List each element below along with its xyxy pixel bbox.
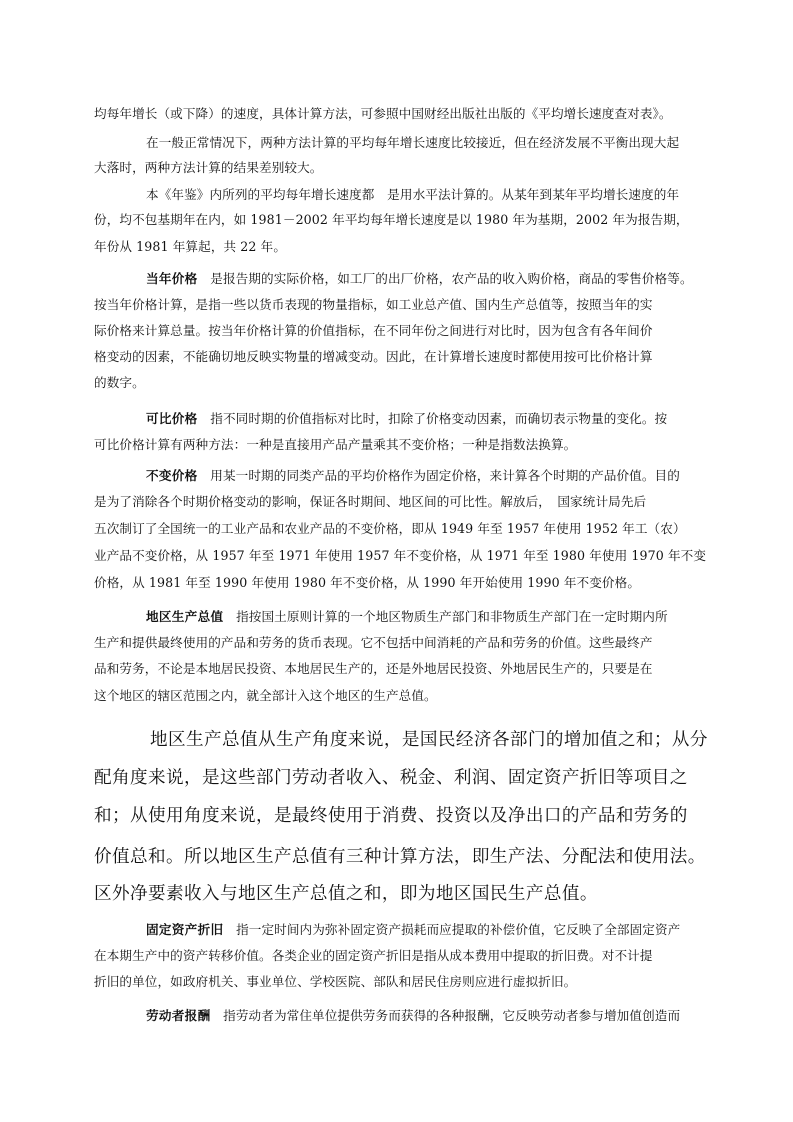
text-line: 可比价格计算有两种方法：一种是直接用产品产量乘其不变价格；一种是指数法换算。 <box>94 437 577 452</box>
text-line-large: 价值总和。所以地区生产总值有三种计算方法，即生产法、分配法和使用法。 <box>94 847 706 867</box>
term-heading: 地区生产总值 <box>146 609 224 624</box>
text-segment: 用某一时期的同类产品的平均价格作为固定价格，来计算各个时期的产品价值。目的 <box>210 468 680 483</box>
term-paragraph-compensation <box>146 1008 680 1024</box>
text-line: 按当年价格计算，是指一些以货币表现的物量指标，如工业总产值、国内生产总值等，按照当年的实 <box>94 297 653 312</box>
text-line: 五次制订了全国统一的工业产品和农业产品的不变价格，即从 1949 年至 1957 年使用 1952 年工（农） <box>94 521 686 536</box>
text-line-large: 区外净要素收入与地区生产总值之和，即为地区国民生产总值。 <box>94 884 598 904</box>
text-segment: 指一定时间内为弥补固定资产损耗而应提取的补偿价值，它反映了全部固定资产 <box>236 922 681 937</box>
text-line: 生产和提供最终使用的产品和劳务的货币表现。它不包括中间消耗的产品和劳务的价值。这些最终产 <box>94 635 653 650</box>
text-line-large: 和；从使用角度来说，是最终使用于消费、投资以及净出口的产品和劳务的 <box>94 806 688 826</box>
text-line: 份，均不包基期年在内，如 1981－2002 年平均每年增长速度是以 1980 年为基期，2002 年为报告期， <box>94 212 689 227</box>
text-line: 年份从 1981 年算起，共 22 年。 <box>94 239 287 254</box>
text-line-large: 地区生产总值从生产角度来说，是国民经济各部门的增加值之和；从分 <box>150 730 708 750</box>
term-heading: 当年价格 <box>146 271 198 286</box>
text-line: 均每年增长（或下降）的速度，具体计算方法，可参照中国财经出版社出版的《平均增长速度查对表》。 <box>94 106 672 121</box>
text-line: 格变动的因素，不能确切地反映实物量的增减变动。因此，在计算增长速度时都使用按可比价格计算 <box>94 349 653 364</box>
text-line: 价格，从 1981 年至 1990 年使用 1980 年不变价格，从 1990 年开始使用 1990 年不变价格。 <box>94 575 641 590</box>
term-heading: 不变价格 <box>146 468 198 483</box>
term-heading: 劳动者报酬 <box>146 1008 211 1023</box>
text-segment: 指不同时期的价值指标对比时，扣除了价格变动因素，而确切表示物量的变化。按 <box>210 411 668 426</box>
text-line: 折旧的单位，如政府机关、事业单位、学校医院、部队和居民住房则应进行虚拟折旧。 <box>94 974 577 989</box>
text-line: 在一般正常情况下，两种方法计算的平均每年增长速度比较接近，但在经济发展不平衡出现大起 <box>146 135 680 150</box>
text-line: 大落时，两种方法计算的结果差别较大。 <box>94 160 323 175</box>
text-line: 本《年鉴》内所列的平均每年增长速度都 是用水平法计算的。从某年到某年平均增长速度的年 <box>146 187 680 202</box>
text-line: 在本期生产中的资产转移价值。各类企业的固定资产折旧是指从成本费用中提取的折旧费。对不计提 <box>94 948 653 963</box>
term-paragraph-depreciation <box>146 922 680 938</box>
term-paragraph-comparable-price <box>146 411 667 427</box>
text-line: 品和劳务，不论是本地居民投资、本地居民生产的，还是外地居民投资、外地居民生产的，只要是在 <box>94 661 653 676</box>
text-line: 这个地区的辖区范围之内，就全部计入这个地区的生产总值。 <box>94 688 437 703</box>
text-line: 业产品不变价格，从 1957 年至 1971 年使用 1957 年不变价格，从 1971 年至 1980 年使用 1970 年不变 <box>94 548 707 563</box>
text-segment: 是报告期的实际价格，如工厂的出厂价格，农产品的收入购价格，商品的零售价格等。 <box>210 271 693 286</box>
term-paragraph-constant-price <box>146 468 680 484</box>
term-heading: 可比价格 <box>146 411 198 426</box>
text-line: 际价格来计算总量。按当年价格计算的价值指标，在不同年份之间进行对比时，因为包含有各年间价 <box>94 323 653 338</box>
text-line-large: 配角度来说，是这些部门劳动者收入、税金、利润、固定资产折旧等项目之 <box>94 768 688 788</box>
text-line: 是为了消除各个时期价格变动的影响，保证各时期间、地区间的可比性。解放后， 国家统计局先后 <box>94 494 647 509</box>
term-paragraph-current-price <box>146 271 693 287</box>
text-line: 的数字。 <box>94 375 145 390</box>
text-segment: 指劳动者为常住单位提供劳务而获得的各种报酬，它反映劳动者参与增加值创造而 <box>223 1008 681 1023</box>
text-segment: 指按国土原则计算的一个地区物质生产部门和非物质生产部门在一定时期内所 <box>236 609 668 624</box>
term-heading: 固定资产折旧 <box>146 922 224 937</box>
term-paragraph-regional-gdp <box>146 609 668 625</box>
